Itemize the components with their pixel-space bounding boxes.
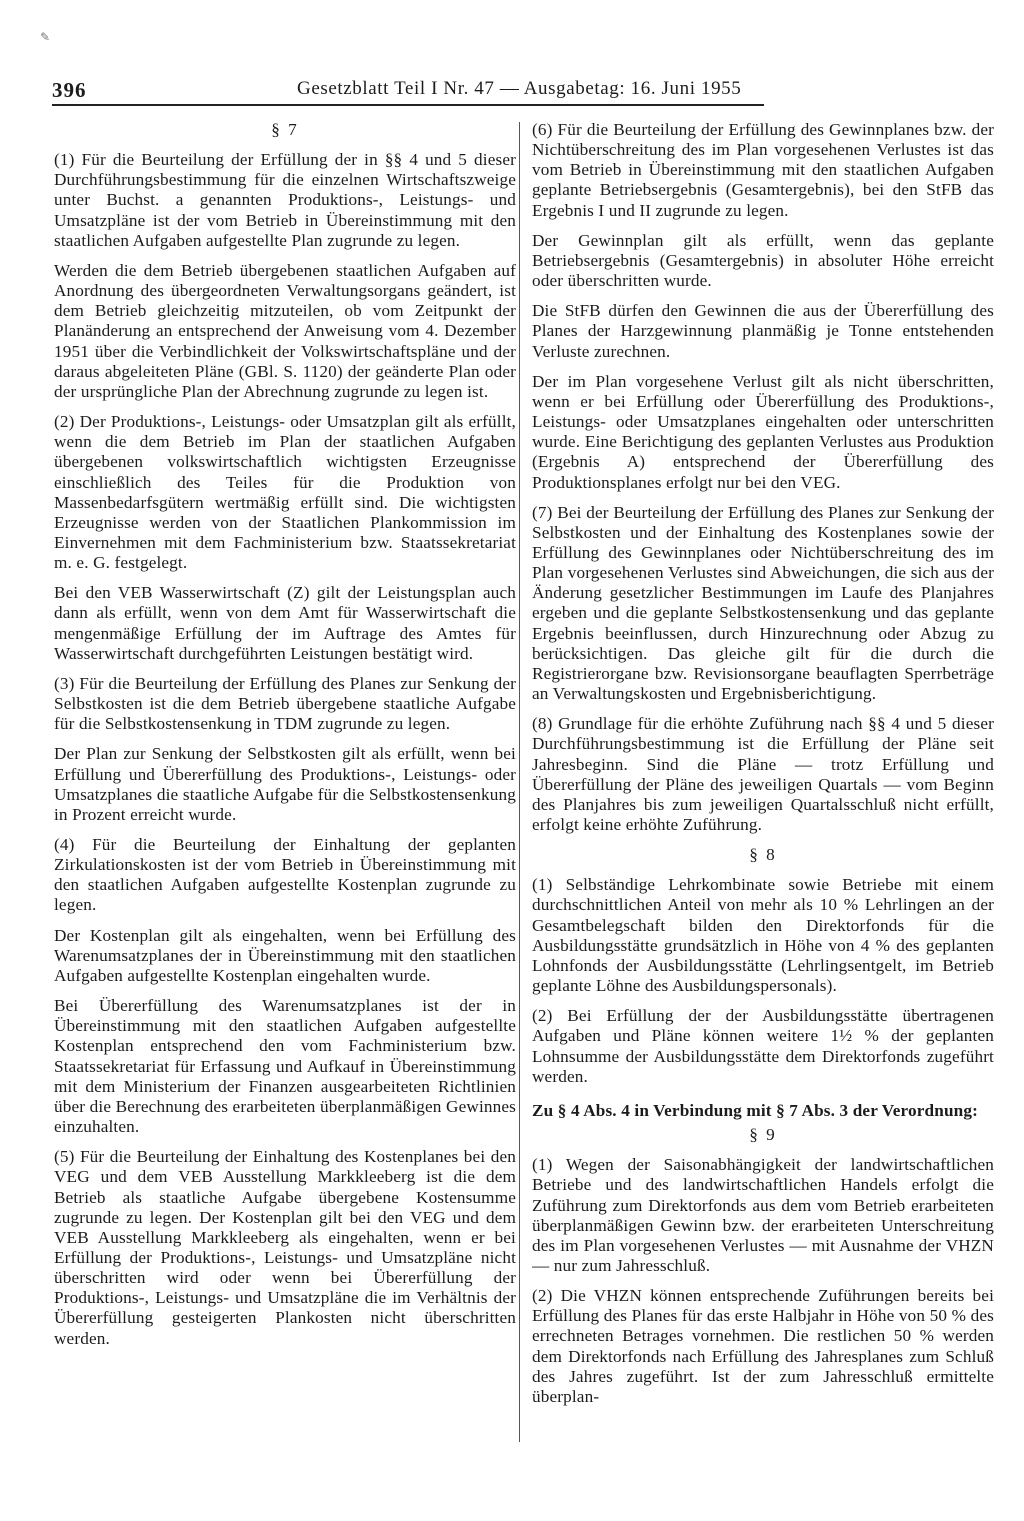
scan-artifact: ✎: [40, 30, 51, 44]
page-number: 396: [52, 78, 87, 102]
paragraph: Der Plan zur Senkung der Selbstkosten gilt als erfüllt, wenn bei Erfüllung und Übererfüllung des Produktions-, Leistungs- oder Umsatzplanes die staatliche Aufgabe für die Selbstkostensenkung in Prozent erreicht wurde.: [54, 744, 516, 824]
paragraph: Werden die dem Betrieb übergebenen staatlichen Aufgaben auf Anordnung des übergeordneten Verwaltungsorgans geändert, ist dem Betrieb gleichzeitig mitzuteilen, ob vom Zeitpunkt der Planänderung an entsprechend der Anweisung vom 4. Dezember 1951 über die Verbindlichkeit der Volkswirtschaftspläne und der daraus abgeleiteten Pläne (GBl. S. 1120) der geänderte Plan oder der ursprüngliche Plan der Abrechnung zugrunde zu legen ist.: [54, 260, 516, 401]
bold-heading: Zu § 4 Abs. 4 in Verbindung mit § 7 Abs. 3 der Verordnung:: [532, 1100, 979, 1120]
paragraph: Der Gewinnplan gilt als erfüllt, wenn das geplante Betriebsergebnis (Gesamtergebnis) in absoluter Höhe erreicht oder überschritten wurde.: [532, 230, 994, 291]
running-head: Gesetzblatt Teil I Nr. 47 — Ausgabetag: 16. Juni 1955: [297, 78, 742, 99]
paragraph: (8) Grundlage für die erhöhte Zuführung nach §§ 4 und 5 dieser Durchführungsbestimmung ist die Erfüllung der Pläne seit Jahresbeginn. Sind die Pläne — trotz Erfüllung und Übererfüllung der Pläne des jeweiligen Quartals — vom Beginn des Planjahres bis zum jeweiligen Quartalsschluß nicht erfüllt, erfolgt keine erhöhte Zuführung.: [532, 714, 994, 834]
paragraph: (4) Für die Beurteilung der Einhaltung der geplanten Zirkulationskosten ist der vom Betrieb in Übereinstimmung mit den staatlichen Aufgaben aufgestellte Kostenplan zugrunde zu legen.: [54, 835, 516, 915]
left-column: [54, 120, 516, 1520]
paragraph: (7) Bei der Beurteilung der Erfüllung des Planes zur Senkung der Selbstkosten und der Einhaltung des Kostenplanes sowie der Erfüllung des Gewinnplanes oder Nichtüberschreitung des im Plan vorgesehenen Verlustes sind Abweichungen, die sich aus der Änderung gesetzlicher Bestimmungen im Laufe des Planjahres ergeben und die geplante Selbstkostensenkung und das geplante Ergebnis beeinflussen, durch Hinzurechnung oder Abzug zu berücksichtigen. Das gleiche gilt für die durch die Registrierorgane bzw. Revisionsorgane beauflagten Sperrbeträge an Verwaltungskosten und Ergebnisberichtigung.: [532, 502, 994, 704]
section-title: § 7: [271, 120, 299, 139]
paragraph: (2) Der Produktions-, Leistungs- oder Umsatzplan gilt als erfüllt, wenn die dem Betrieb im Plan der staatlichen Aufgaben übergebenen volkswirtschaftlich wichtigsten Erzeugnisse einschließlich des Teiles für die Produktion von Massenbedarfsgütern wertmäßig erfüllt sind. Die wichtigsten Erzeugnisse werden von der Staatlichen Plankommission im Einvernehmen mit dem Fachministerium bzw. Staatssekretariat m. e. G. festgelegt.: [54, 412, 516, 573]
page-header: [52, 78, 764, 106]
paragraph: Bei den VEB Wasserwirtschaft (Z) gilt der Leistungsplan auch dann als erfüllt, wenn von dem Amt für Wasserwirtschaft die mengenmäßige Erfüllung der im Auftrage des Amtes für Wasserwirtschaft durchgeführten Leistungen bestätigt wird.: [54, 583, 516, 663]
paragraph: (6) Für die Beurteilung der Erfüllung des Gewinnplanes bzw. der Nichtüberschreitung des im Plan vorgesehenen Verlustes ist das vom Betrieb in Übereinstimmung mit den staatlichen Aufgaben geplante Betriebsergebnis (Gesamtergebnis), bei den StFB das Ergebnis I und II zugrunde zu legen.: [532, 120, 994, 220]
paragraph: (1) Selbständige Lehrkombinate sowie Betriebe mit einem durchschnittlichen Anteil von mehr als 10 % Lehrlingen an der Gesamtbelegschaft bilden den Direktorfonds für die Ausbildungsstätte grundsätzlich in Höhe von 4 % des geplanten Lohnfonds der Ausbildungsstätte (Lehrlingsentgelt, im Betrieb geplante Löhne des Ausbildungspersonals).: [532, 875, 994, 996]
column-divider: [519, 122, 520, 1442]
right-column: [532, 120, 994, 1520]
paragraph: (1) Für die Beurteilung der Erfüllung der in §§ 4 und 5 dieser Durchführungsbestimmung für die einzelnen Wirtschaftszweige unter Buchst. a genannten Produktions-, Leistungs- und Umsatzpläne ist der vom Betrieb in Übereinstimmung mit den staatlichen Aufgaben aufgestellte Plan zugrunde zu legen.: [54, 150, 516, 250]
paragraph: Der im Plan vorgesehene Verlust gilt als nicht überschritten, wenn er bei Erfüllung oder Übererfüllung des Produktions-, Leistungs- oder Umsatzplanes eingehalten oder unterschritten wurde. Eine Berichtigung des geplanten Verlustes aus Produktion (Ergebnis A) entsprechend der Übererfüllung des Produktionsplanes erfolgt nur bei den VEG.: [532, 371, 994, 492]
paragraph: Die StFB dürfen den Gewinnen die aus der Übererfüllung des Planes der Harzgewinnung planmäßig je Tonne entstehenden Verluste zurechnen.: [532, 301, 994, 361]
paragraph: Der Kostenplan gilt als eingehalten, wenn bei Erfüllung des Warenumsatzplanes der in Übereinstimmung mit den staatlichen Aufgaben aufgestellte Kostenplan eingehalten wurde.: [54, 925, 516, 985]
paragraph: (5) Für die Beurteilung der Einhaltung des Kostenplanes bei den VEG und dem VEB Ausstellung Markkleeberg ist die dem Betrieb als staatliche Aufgabe übergebene Kostensumme zugrunde zu legen. Der Kostenplan gilt bei den VEG und dem VEB Ausstellung Markkleeberg als eingehalten, wenn er bei Erfüllung der Produktions-, Leistungs- und Umsatzpläne nicht überschritten wird oder wenn bei Übererfüllung der Produktions-, Leistungs- und Umsatzpläne die im Verhältnis der Übererfüllung gesteigerten Plankosten nicht überschritten werden.: [54, 1147, 516, 1348]
paragraph: (2) Die VHZN können entsprechende Zuführungen bereits bei Erfüllung des Planes für das erste Halbjahr in Höhe von 50 % des errechneten Betrages vornehmen. Die restlichen 50 % werden dem Direktorfonds nach Erfüllung des Jahresplanes zum Schluß des Jahres zugeführt. Ist der zum Jahresschluß ermittelte überplan-: [532, 1286, 994, 1406]
section-title: § 8: [749, 845, 777, 865]
paragraph: Bei Übererfüllung des Warenumsatzplanes ist der in Übereinstimmung mit den staatlichen Aufgaben aufgestellte Kostenplan entsprechend den vom Fachministerium bzw. Staatssekretariat für Erfassung und Aufkauf in Übereinstimmung mit dem Ministerium der Finanzen ausgearbeiteten Richtlinien über die Berechnung des erarbeiteten überplanmäßigen Gewinnes einzuhalten.: [54, 996, 516, 1137]
paragraph: (1) Wegen der Saisonabhängigkeit der landwirtschaftlichen Betriebe und des landwirtschaftlichen Handels erfolgt die Zuführung zum Direktorfonds aus dem vom Betrieb erarbeiteten überplanmäßigen Gewinn bzw. der erarbeiteten Unterschreitung des im Plan vorgesehenen Verlustes — mit Ausnahme der VHZN — nur zum Jahresschluß.: [532, 1155, 994, 1275]
paragraph: (3) Für die Beurteilung der Erfüllung des Planes zur Senkung der Selbstkosten ist die dem Betrieb übergebene staatliche Aufgabe für die Selbstkostensenkung in TDM zugrunde zu legen.: [54, 673, 516, 734]
paragraph: (2) Bei Erfüllung der der Ausbildungsstätte übertragenen Aufgaben und Pläne können weitere 1½ % der geplanten Lohnsumme der Ausbildungsstätte dem Direktorfonds zugeführt werden.: [532, 1006, 994, 1086]
section-title: § 9: [749, 1125, 777, 1145]
